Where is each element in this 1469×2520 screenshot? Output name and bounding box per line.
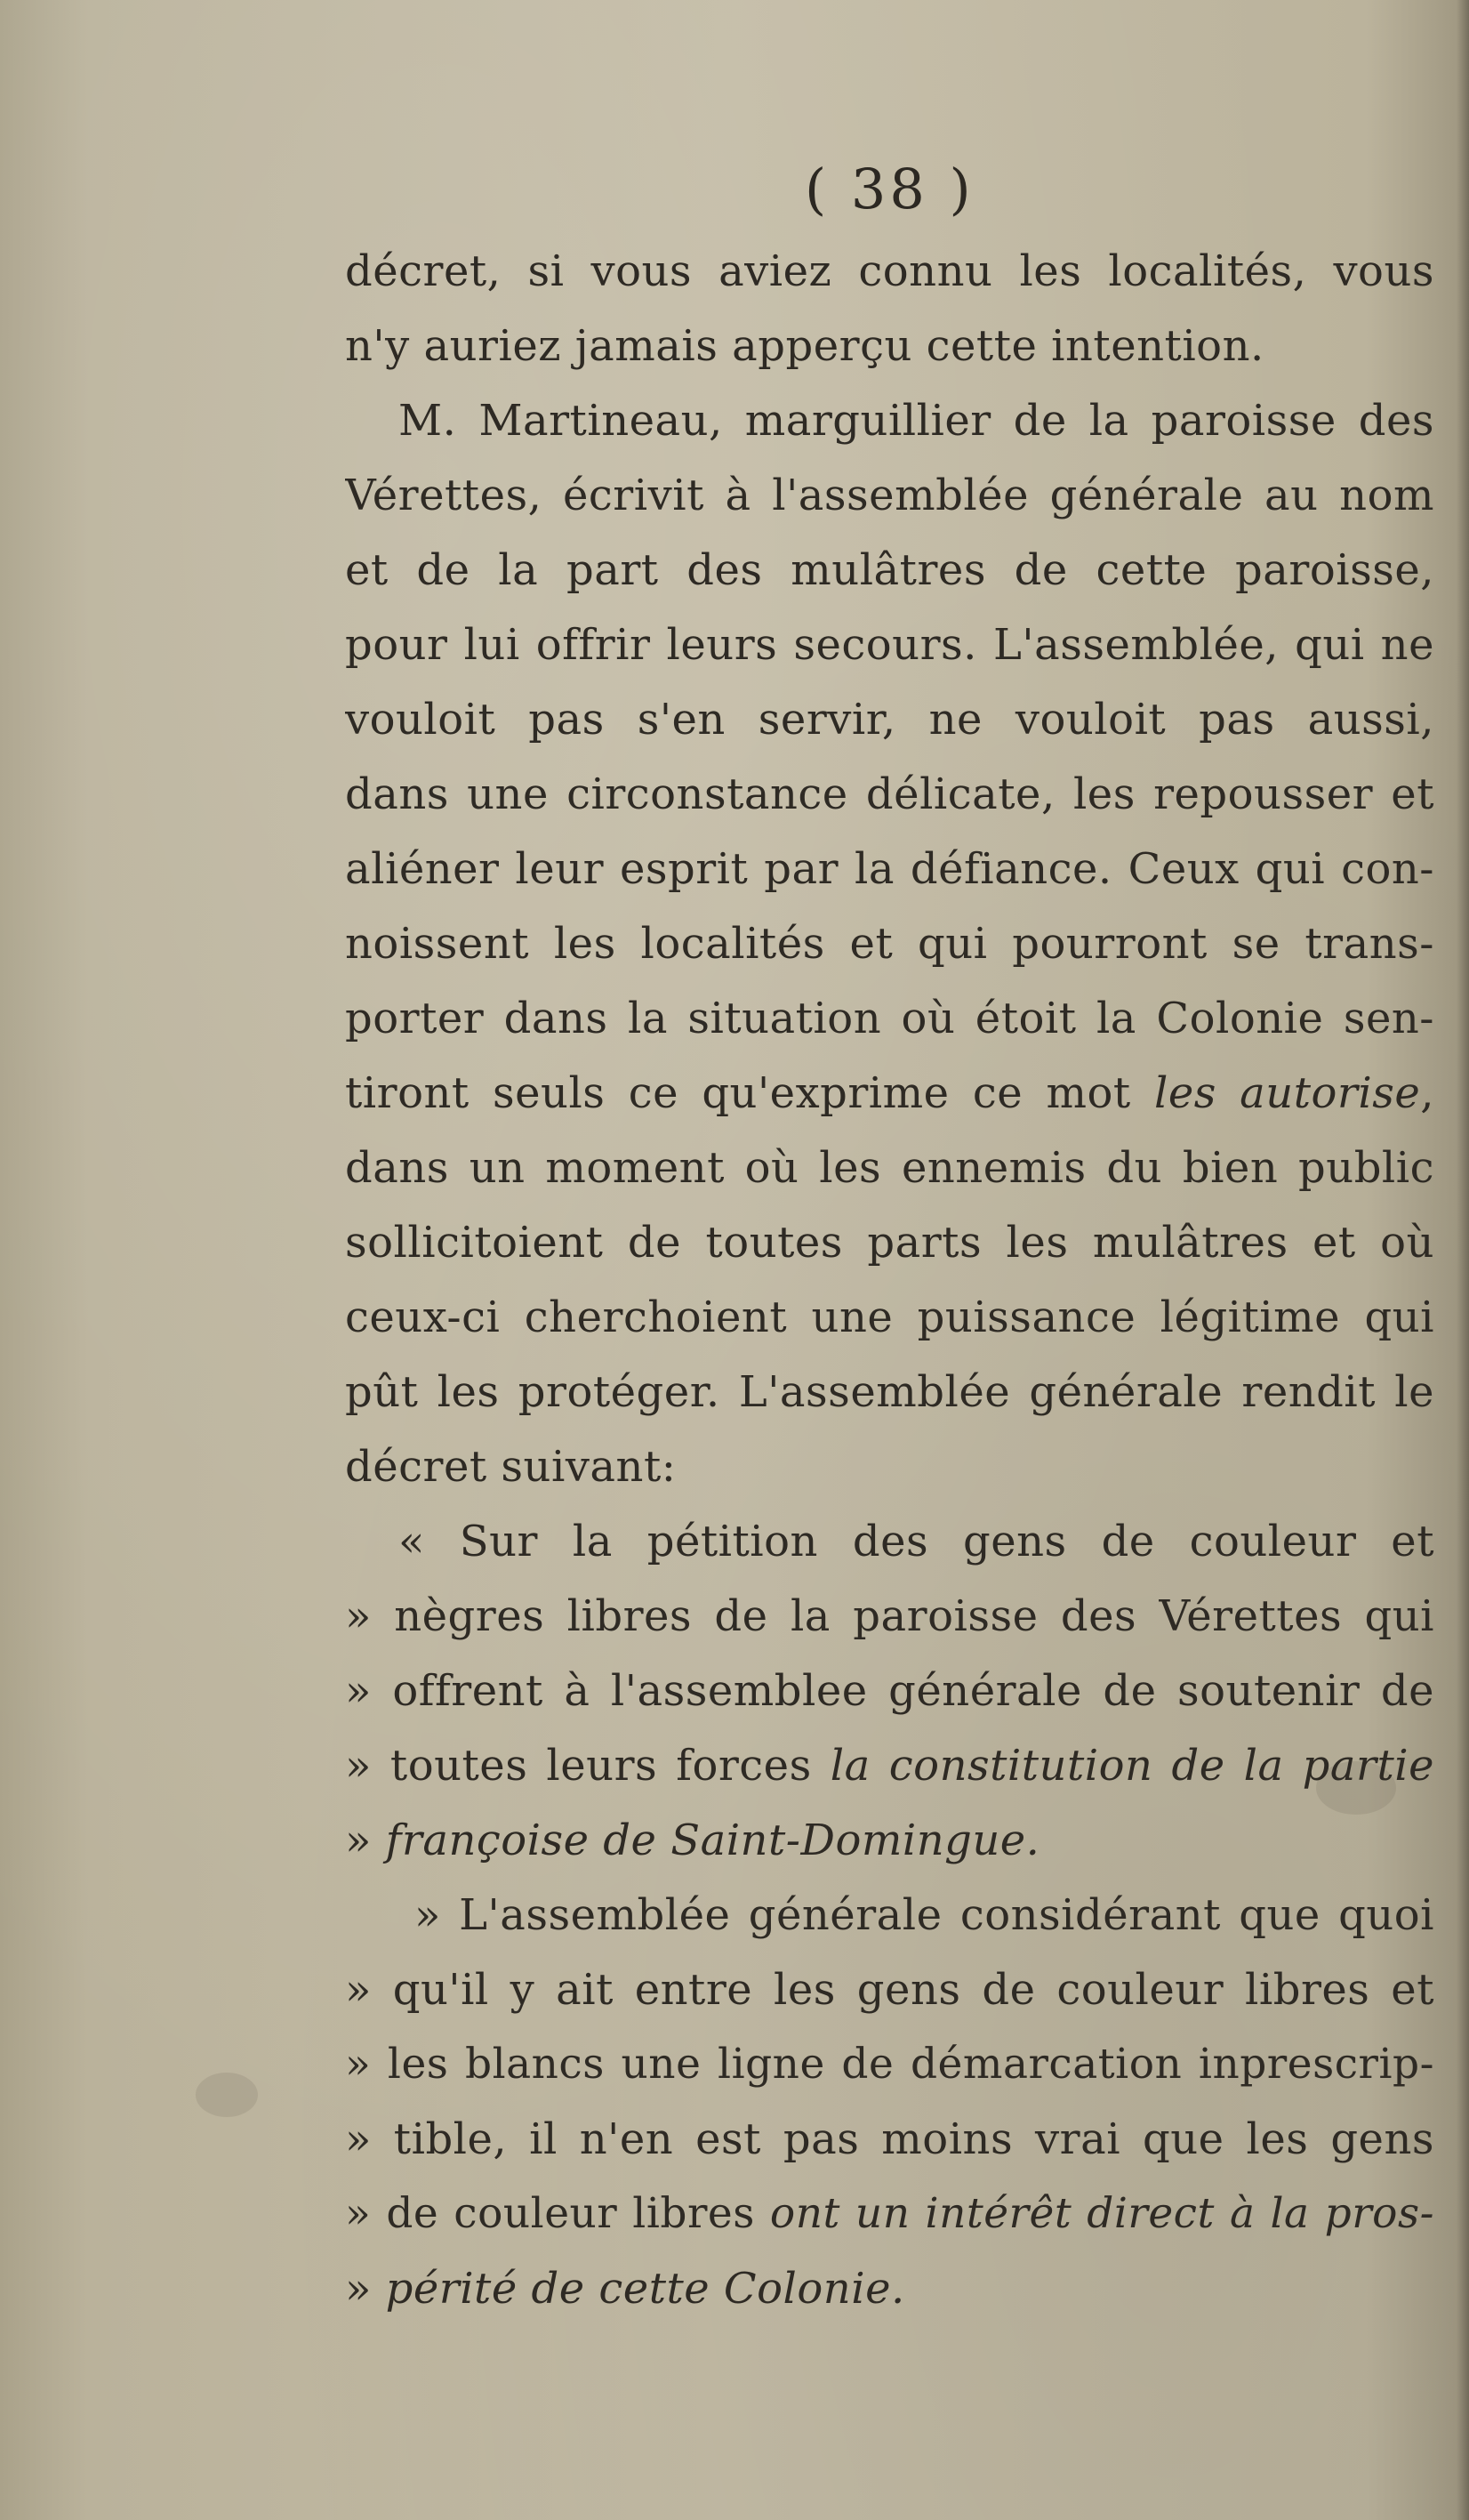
text-line: Vérettes, écrivit à l'assemblée générale au nom bbox=[345, 471, 1434, 520]
text-line: dans une circonstance délicate, les repousser et bbox=[345, 769, 1434, 819]
text-line: » toutes leurs forces la constitution de la partie bbox=[345, 1741, 1434, 1791]
text-line: » françoise de Saint-Domingue. bbox=[345, 1816, 1040, 1865]
text-line: » L'assemblée générale considérant que quoi bbox=[414, 1890, 1434, 1940]
text-line: ceux-ci cherchoient une puissance légitime qui bbox=[345, 1292, 1434, 1342]
text-line: » périté de cette Colonie. bbox=[345, 2264, 905, 2314]
page-number: ( 38 ) bbox=[805, 157, 975, 221]
page-edge-shadow bbox=[1457, 0, 1469, 2520]
text-line: « Sur la pétition des gens de couleur et bbox=[398, 1517, 1434, 1566]
text-line: pût les protéger. L'assemblée générale rendit le bbox=[345, 1367, 1434, 1417]
text-line: pour lui offrir leurs secours. L'assemblée, qui ne bbox=[345, 620, 1434, 670]
text-line: vouloit pas s'en servir, ne vouloit pas aussi, bbox=[345, 695, 1434, 745]
text-line: » nègres libres de la paroisse des Vérettes qui bbox=[345, 1591, 1434, 1641]
text-line: » tible, il n'en est pas moins vrai que les gens bbox=[345, 2114, 1434, 2164]
text-line: aliéner leur esprit par la défiance. Ceux qui con- bbox=[345, 844, 1434, 894]
text-line: dans un moment où les ennemis du bien public bbox=[345, 1143, 1434, 1193]
text-line: » qu'il y ait entre les gens de couleur libres et bbox=[345, 1965, 1434, 2015]
text-line: tiront seuls ce qu'exprime ce mot les autorise, bbox=[345, 1068, 1434, 1118]
text-line: sollicitoient de toutes parts les mulâtres et où bbox=[345, 1218, 1434, 1268]
text-line: » les blancs une ligne de démarcation inprescrip- bbox=[345, 2040, 1434, 2089]
text-line: M. Martineau, marguillier de la paroisse des bbox=[398, 396, 1434, 446]
body-text bbox=[345, 234, 1434, 2326]
text-line: décret, si vous aviez connu les localités, vous bbox=[345, 246, 1434, 296]
text-line: porter dans la situation où étoit la Colonie sen- bbox=[345, 994, 1434, 1043]
text-line: noissent les localités et qui pourront se trans- bbox=[345, 919, 1434, 969]
text-line: » offrent à l'assemblee générale de soutenir de bbox=[345, 1666, 1434, 1716]
text-line: et de la part des mulâtres de cette paroisse, bbox=[345, 545, 1434, 595]
text-line: décret suivant: bbox=[345, 1442, 677, 1492]
paper-stain bbox=[196, 2073, 258, 2117]
text-line: n'y auriez jamais apperçu cette intention. bbox=[345, 321, 1264, 371]
text-line: » de couleur libres ont un intérêt direct à la pros- bbox=[345, 2189, 1434, 2238]
